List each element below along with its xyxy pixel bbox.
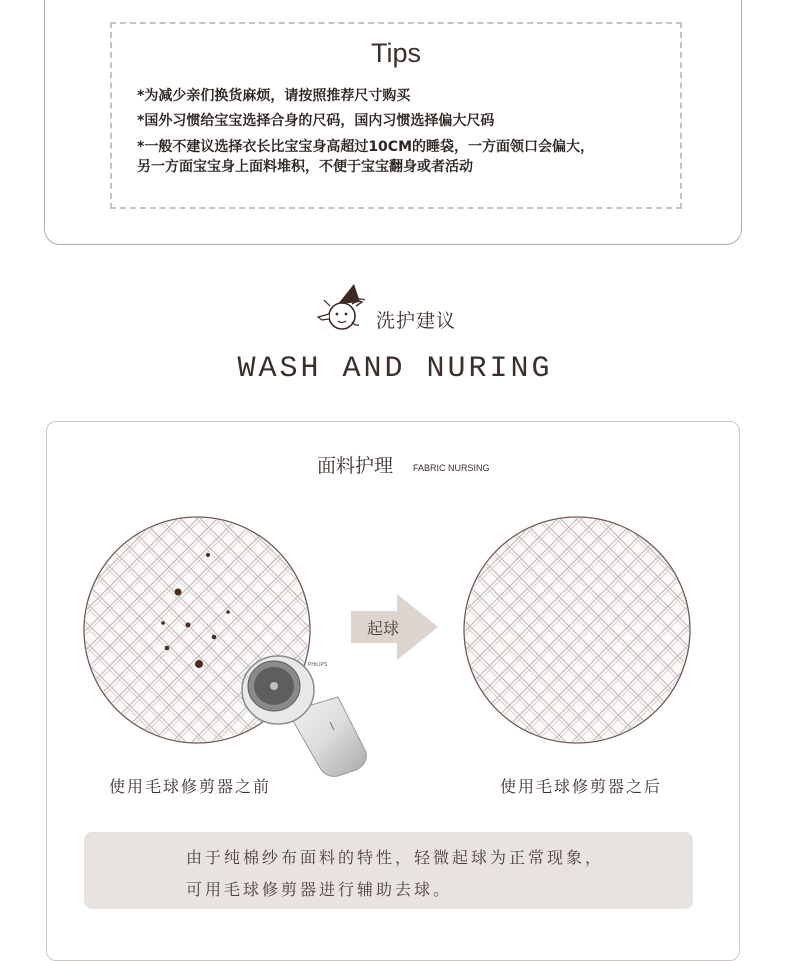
pill-dot — [226, 610, 230, 614]
lint-shaver-image — [238, 652, 373, 780]
fabric-subtitle: FABRIC NURSING — [413, 463, 490, 473]
tips-title: Tips — [370, 38, 421, 68]
pill-dot — [165, 646, 170, 651]
mascot-icon — [316, 282, 372, 334]
pill-dot — [212, 635, 217, 640]
tips-box — [110, 22, 682, 209]
before-caption: 使用毛球修剪器之前 — [109, 777, 272, 796]
note-line-1: 由于纯棉纱布面料的特性，轻微起球为正常现象， — [186, 848, 605, 867]
after-caption: 使用毛球修剪器之后 — [500, 777, 663, 796]
arrow-label: 起球 — [367, 619, 400, 638]
pill-dot — [186, 623, 191, 628]
shaver-brand: PHILIPS — [308, 662, 328, 668]
pill-dot — [195, 660, 203, 668]
fabric-title: 面料护理 — [317, 455, 394, 477]
wash-title-cn: 洗护建议 — [376, 310, 457, 332]
pill-dot — [161, 621, 165, 625]
wash-title-en: WASH AND NURING — [237, 352, 553, 386]
note-line-2: 可用毛球修剪器进行辅助去球。 — [186, 880, 453, 899]
wash-section-heading — [0, 280, 790, 400]
pill-dot — [206, 553, 210, 557]
pilling-arrow — [351, 594, 439, 660]
tips-line-2: *国外习惯给宝宝选择合身的尺码，国内习惯选择偏大尺码 — [137, 113, 495, 129]
after-fabric-circle — [460, 513, 694, 747]
tips-line-1: *为减少亲们换货麻烦，请按照推荐尺寸购买 — [137, 88, 411, 104]
pill-dot — [175, 589, 182, 596]
tips-line-3: *一般不建议选择衣长比宝宝身高超过10CM的睡袋，一方面领口会偏大， — [137, 139, 595, 155]
tips-line-4: 另一方面宝宝身上面料堆积，不便于宝宝翻身或者活动 — [137, 159, 473, 175]
